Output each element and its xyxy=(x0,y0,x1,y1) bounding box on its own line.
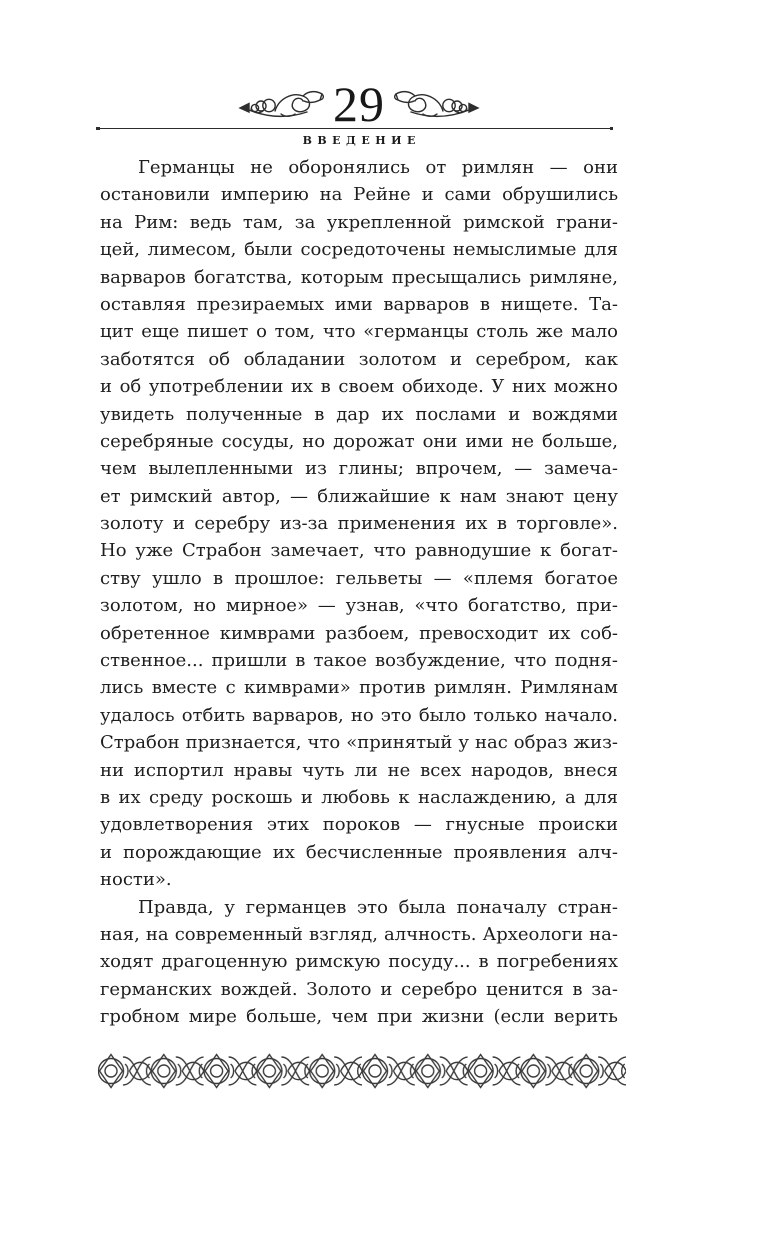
header-flourish-left-icon xyxy=(237,88,325,120)
text-line: лись вместе с кимврами» против римлян. Римлянам xyxy=(100,677,618,699)
page-number: 29 xyxy=(333,76,385,132)
text-line: серебряные сосуды, но дорожат они ими не больше, xyxy=(100,430,618,452)
text-line: ходят драгоценную римскую посуду... в погребениях xyxy=(100,951,618,973)
rule-end-right xyxy=(610,127,614,131)
text-line: варваров богатства, которым пресыщались римляне, xyxy=(100,266,618,288)
header-rule xyxy=(97,128,612,129)
text-line: и порождающие их бесчисленные проявления алч- xyxy=(100,841,618,863)
text-line: цит еще пишет о том, что «германцы столь же мало xyxy=(100,321,618,343)
text-line: ности». xyxy=(100,869,172,891)
header-flourish-right-icon xyxy=(393,88,481,120)
text-line: Германцы не оборонялись от римлян — они xyxy=(138,157,618,178)
text-line: на Рим: ведь там, за укрепленной римской грани- xyxy=(100,211,618,233)
page-header xyxy=(100,76,618,132)
text-line: ни испортил нравы чуть ли не всех народов, внеся xyxy=(100,759,618,781)
knotwork-border-icon xyxy=(98,1052,626,1090)
text-line: ственное... пришли в такое возбуждение, что подня- xyxy=(100,650,618,672)
text-line: Но уже Страбон замечает, что равнодушие к богат- xyxy=(100,540,618,562)
text-line: увидеть полученные в дар их послами и вождями xyxy=(100,403,618,425)
text-line: остановили империю на Рейне и сами обрушились xyxy=(100,184,618,206)
text-line: в их среду роскошь и любовь к наслаждению, а для xyxy=(100,786,618,808)
text-line: цей, лимесом, были сосредоточены немыслимые для xyxy=(100,239,618,261)
text-line: золоту и серебру из-за применения их в торговле». xyxy=(100,513,618,535)
text-line: Правда, у германцев это была поначалу стран- xyxy=(138,896,618,918)
text-line: ет римский автор, — ближайшие к нам знают цену xyxy=(100,485,618,507)
text-line: золотом, но мирное» — узнав, «что богатство, при- xyxy=(100,595,618,617)
text-line: оставляя презираемых ими варваров в нищете. Та- xyxy=(100,293,618,315)
text-line: гробном мире больше, чем при жизни (если верить xyxy=(100,1006,618,1028)
text-line: и об употреблении их в своем обиходе. У них можно xyxy=(100,376,618,398)
rule-end-left xyxy=(96,127,100,131)
text-line: чем вылепленными из глины; впрочем, — замеча- xyxy=(100,458,618,480)
text-column xyxy=(100,154,618,1031)
text-line: удалось отбить варваров, но это было только начало. xyxy=(100,704,618,726)
text-line: обретенное кимврами разбоем, превосходит их соб- xyxy=(100,622,618,644)
text-line: заботятся об обладании золотом и серебром, как xyxy=(100,348,618,370)
text-line: Страбон признается, что «принятый у нас образ жиз- xyxy=(100,732,618,754)
text-line: удовлетворения этих пороков — гнусные происки xyxy=(100,814,618,836)
section-title: ВВЕДЕНИЕ xyxy=(302,134,421,147)
text-line: ная, на современный взгляд, алчность. Археологи на- xyxy=(100,923,618,945)
text-line: германских вождей. Золото и серебро ценится в за- xyxy=(100,978,618,1000)
text-line: ству ушло в прошлое: гельветы — «племя богатое xyxy=(100,567,618,589)
